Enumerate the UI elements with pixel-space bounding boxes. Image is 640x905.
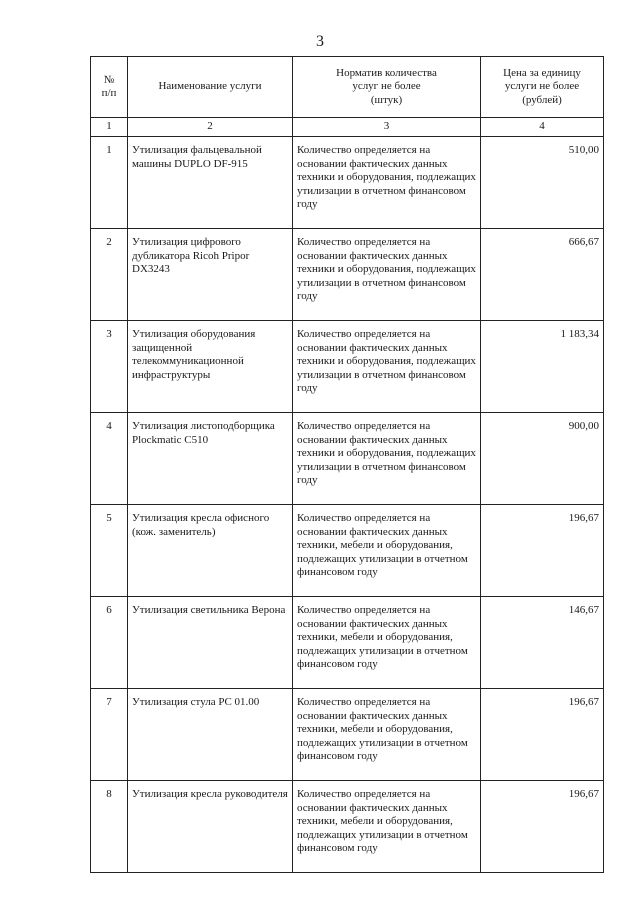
- table-row: [91, 781, 604, 873]
- row-number: 1: [91, 137, 128, 229]
- unit-price: 900,00: [481, 413, 604, 505]
- unit-price: 196,67: [481, 689, 604, 781]
- quantity-norm: Количество определяется на основании фактических данных техники и оборудования, подлежащих утилизации в отчетном финансовом году: [293, 413, 481, 505]
- unit-price: 1 183,34: [481, 321, 604, 413]
- table-row: [91, 137, 604, 229]
- service-name: Утилизация оборудования защищенной телекоммуникационной инфраструктуры: [128, 321, 293, 413]
- table-row: [91, 229, 604, 321]
- header-number: № п/п: [91, 57, 128, 118]
- column-index-row: [91, 118, 604, 137]
- table-row: [91, 321, 604, 413]
- table-row: [91, 505, 604, 597]
- quantity-norm: Количество определяется на основании фактических данных техники и оборудования, подлежащих утилизации в отчетном финансовом году: [293, 137, 481, 229]
- page-number: 3: [316, 33, 324, 50]
- row-number: 4: [91, 413, 128, 505]
- table-header-row: [91, 57, 604, 118]
- header-unit-price: Цена за единицу услуги не более (рублей): [481, 57, 604, 118]
- service-name: Утилизация листоподборщика Plockmatic C510: [128, 413, 293, 505]
- quantity-norm: Количество определяется на основании фактических данных техники, мебели и оборудования, подлежащих утилизации в отчетном финансовом году: [293, 597, 481, 689]
- row-number: 3: [91, 321, 128, 413]
- services-table: [90, 56, 604, 873]
- column-index: 1: [91, 118, 128, 137]
- row-number: 2: [91, 229, 128, 321]
- table-row: [91, 413, 604, 505]
- quantity-norm: Количество определяется на основании фактических данных техники, мебели и оборудования, подлежащих утилизации в отчетном финансовом году: [293, 505, 481, 597]
- quantity-norm: Количество определяется на основании фактических данных техники, мебели и оборудования, подлежащих утилизации в отчетном финансовом году: [293, 689, 481, 781]
- service-name: Утилизация фальцевальной машины DUPLO DF-915: [128, 137, 293, 229]
- column-index: 3: [293, 118, 481, 137]
- service-name: Утилизация кресла офисного (кож. заменитель): [128, 505, 293, 597]
- column-index: 4: [481, 118, 604, 137]
- quantity-norm: Количество определяется на основании фактических данных техники, мебели и оборудования, подлежащих утилизации в отчетном финансовом году: [293, 781, 481, 873]
- column-index: 2: [128, 118, 293, 137]
- row-number: 7: [91, 689, 128, 781]
- table-row: [91, 689, 604, 781]
- unit-price: 196,67: [481, 505, 604, 597]
- unit-price: 196,67: [481, 781, 604, 873]
- row-number: 6: [91, 597, 128, 689]
- service-name: Утилизация кресла руководителя: [128, 781, 293, 873]
- table-row: [91, 597, 604, 689]
- row-number: 8: [91, 781, 128, 873]
- quantity-norm: Количество определяется на основании фактических данных техники и оборудования, подлежащих утилизации в отчетном финансовом году: [293, 321, 481, 413]
- header-service-name: Наименование услуги: [128, 57, 293, 118]
- unit-price: 146,67: [481, 597, 604, 689]
- header-quantity-norm: Норматив количества услуг не более (штук): [293, 57, 481, 118]
- service-name: Утилизация цифрового дубликатора Ricoh Pripor DX3243: [128, 229, 293, 321]
- unit-price: 510,00: [481, 137, 604, 229]
- quantity-norm: Количество определяется на основании фактических данных техники и оборудования, подлежащих утилизации в отчетном финансовом году: [293, 229, 481, 321]
- service-name: Утилизация светильника Верона: [128, 597, 293, 689]
- service-name: Утилизация стула PC 01.00: [128, 689, 293, 781]
- unit-price: 666,67: [481, 229, 604, 321]
- row-number: 5: [91, 505, 128, 597]
